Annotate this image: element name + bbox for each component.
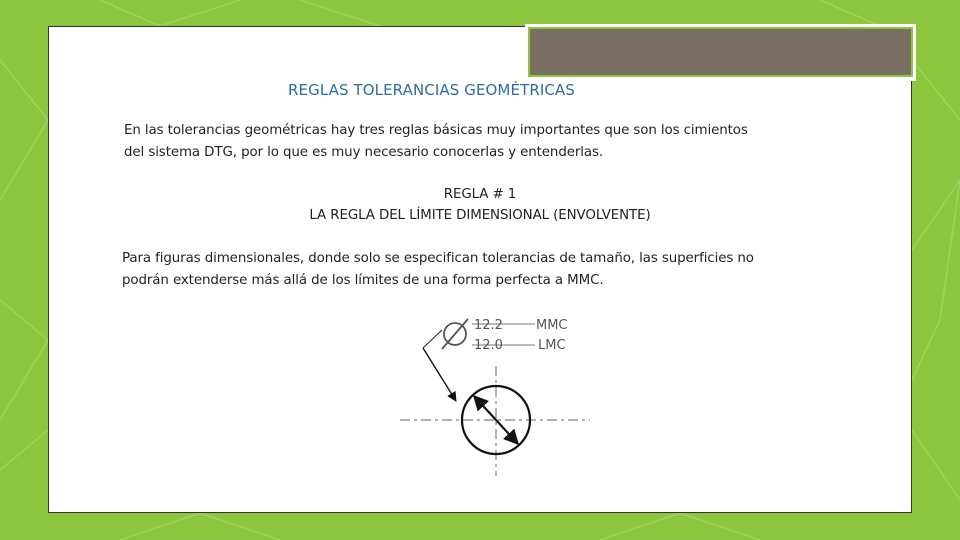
leader-line [423, 330, 442, 348]
paragraph-line-2: podrán extenderse más allá de los límites de una forma perfecta a MMC. [122, 273, 604, 288]
leader-arrow [423, 348, 456, 401]
intro-text [124, 120, 748, 164]
diameter-symbol-icon [442, 319, 468, 349]
dim-lower: 12.0 [474, 338, 503, 353]
rule-name: LA REGLA DEL LÍMITE DIMENSIONAL (ENVOLVENTE) [309, 208, 651, 223]
lmc-label: LMC [538, 338, 566, 353]
tolerance-diagram [390, 306, 600, 506]
title-box-frame [525, 25, 916, 81]
slide-heading: REGLAS TOLERANCIAS GEOMÉTRICAS [288, 81, 575, 99]
title-box [528, 27, 913, 77]
intro-line-1: En las tolerancias geométricas hay tres reglas básicas muy importantes que son los cimientos [124, 123, 748, 138]
intro-line-2: del sistema DTG, por lo que es muy necesario conocerlas y entenderlas. [124, 145, 604, 160]
rule-paragraph [122, 248, 754, 292]
paragraph-line-1: Para figuras dimensionales, donde solo se especifican tolerancias de tamaño, las superficies no [122, 251, 754, 266]
mmc-label: MMC [536, 318, 568, 333]
dim-upper: 12.2 [474, 318, 503, 333]
rule-number: REGLA # 1 [443, 187, 517, 202]
